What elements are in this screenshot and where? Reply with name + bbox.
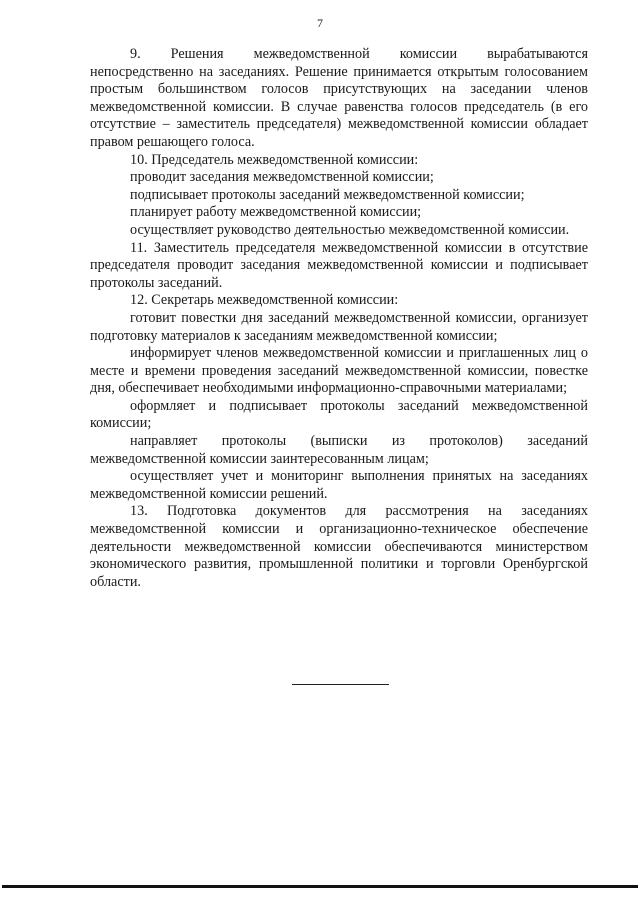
- secretary-duty-item: информирует членов межведомственной комиссии и приглашенных лиц о месте и времени проведения заседаний межведомственной комиссии, повестке дня, обеспечивает необходимыми информационно-справочными материалами;: [90, 345, 588, 397]
- chairman-duty-item: планирует работу межведомственной комиссии;: [130, 204, 422, 221]
- secretary-duty-item: оформляет и подписывает протоколы заседаний межведомственной комиссии;: [90, 397, 588, 432]
- paragraph-10-chairman: 10. Председатель межведомственной комиссии:: [130, 151, 419, 168]
- paragraph-11-deputy: 11. Заместитель председателя межведомственной комиссии в отсутствие председателя проводит заседания межведомственной комиссии и подписывает протоколы заседаний.: [90, 239, 588, 291]
- chairman-duty-item: осуществляет руководство деятельностью межведомственной комиссии.: [130, 221, 570, 238]
- chairman-duty-item: проводит заседания межведомственной комиссии;: [130, 169, 434, 186]
- chairman-duty-item: подписывает протоколы заседаний межведомственной комиссии;: [130, 186, 525, 203]
- end-of-text-divider: [292, 684, 389, 685]
- secretary-duty-item: направляет протоколы (выписки из протоколов) заседаний межведомственной комиссии заинтересованным лицам;: [90, 433, 588, 467]
- paragraph-9-decisions: 9. Решения межведомственной комиссии вырабатываются непосредственно на заседаниях. Решение принимается открытым голосованием простым большинством голосов присутствующих на заседании членов межведомственной комиссии. В случае равенства голосов председатель (в его отсутствие – заместитель председателя) межведомственной комиссии обладает правом решающего голоса.: [90, 46, 588, 150]
- secretary-duty-item: готовит повестки дня заседаний межведомственной комиссии, организует подготовку материалов к заседаниям межведомственной комиссии;: [90, 309, 588, 344]
- secretary-duty-item: осуществляет учет и мониторинг выполнения принятых на заседаниях межведомственной комиссии решений.: [90, 468, 588, 502]
- page-number: 7: [317, 16, 323, 30]
- document-body: [90, 46, 588, 591]
- scan-bottom-border: [2, 885, 638, 888]
- paragraph-12-secretary: 12. Секретарь межведомственной комиссии:: [130, 292, 399, 309]
- paragraph-13-support: 13. Подготовка документов для рассмотрения на заседаниях межведомственной комиссии и организационно-техническое обеспечение деятельности межведомственной комиссии обеспечиваются министерством экономического развития, промышленной политики и торговли Оренбургской области.: [90, 503, 588, 590]
